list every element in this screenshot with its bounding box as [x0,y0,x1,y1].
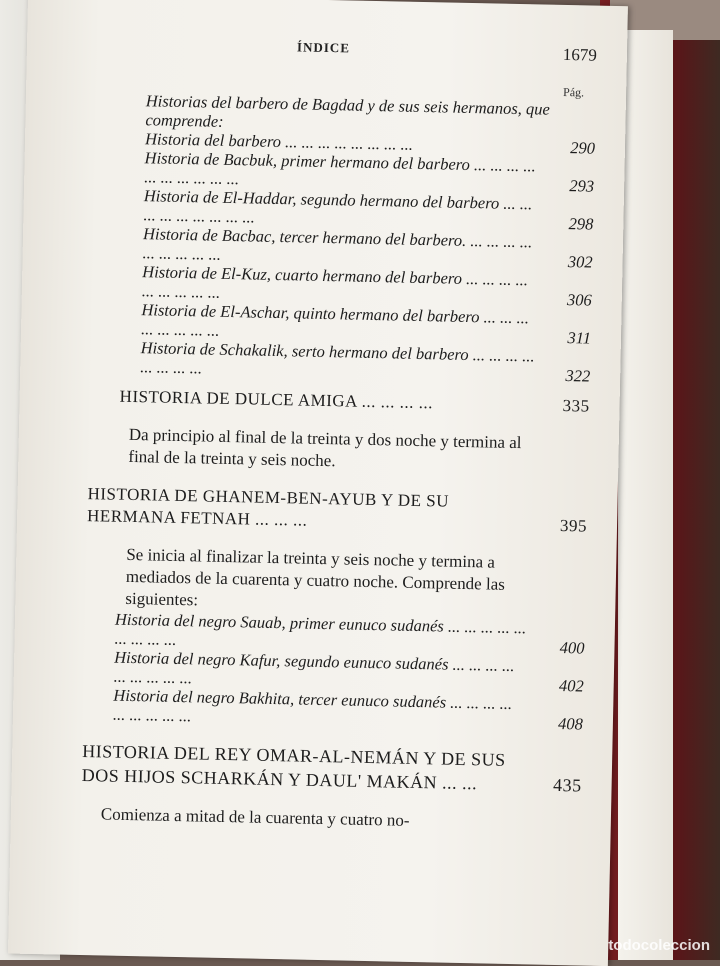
toc-subentry: Historia del barbero ... ... ... ... ... ... ... ... 290 [144,129,596,158]
toc-subentry: Historia de Schakalik, serto hermano del barbero ... ... ... ... ... ... ... ... 322 [140,338,591,386]
toc-subentry: Historia del negro Kafur, segundo eunuco sudanés ... ... ... ... ... ... ... ... ... 402 [113,647,584,696]
watermark: todocoleccion [608,937,710,954]
toc-entry-dulce-amiga: HISTORIA DE DULCE AMIGA ... ... ... ... 335 [119,386,590,416]
toc-entry-description: Comienza a mitad de la cuarenta y cuatro no- [100,804,410,830]
toc-entry-description: Se inicia al finalizar la treinta y seis noche y termina a mediados de la cuarenta y cuatro noche. Comprende las siguientes: [125,544,506,610]
toc-entry-ghanem: HISTORIA DE GHANEM-BEN-AYUB Y DE SU HERMANA FETNAH ... ... ... 395 [86,484,588,536]
toc-subentry: Historia de Bacbac, tercer hermano del barbero. ... ... ... ... ... ... ... ... ... 302 [142,224,593,272]
page-header [137,36,597,68]
header-page-number: 1679 [562,44,598,65]
toc-subentry: Historia de El-Kuz, cuarto hermano del barbero ... ... ... ... ... ... ... ... ... 306 [141,262,592,310]
table-of-contents [81,90,596,835]
toc-subentry: Historia de Bacbuk, primer hermano del barbero ... ... ... ... ... ... ... ... ... ... 293 [144,148,595,196]
book-page [8,0,628,966]
toc-subentry-intro: Historias del barbero de Bagdad y de sus seis hermanos, que comprende: [145,91,551,131]
toc-subentry: Historia de El-Aschar, quinto hermano del barbero ... ... ... ... ... ... ... ... 311 [140,300,592,348]
toc-entry-description: Da principio al final de la treinta y dos noche y termina al final de la treinta y seis noche. [128,424,522,471]
toc-subentry: Historia del negro Sauab, primer eunuco sudanés ... ... ... ... ... ... ... ... ... 400 [114,609,585,658]
pag-column-label: Pág. [562,84,585,100]
toc-entry-omar-al-neman: HISTORIA DEL REY OMAR-AL-NEMÁN Y DE SUS DOS HIJOS SCHARKÁN Y DAUL' MAKÁN ... ... 435 [81,741,582,796]
toc-subentry: Historia del negro Bakhita, tercer eunuco sudanés ... ... ... ... ... ... ... ... ... 408 [112,685,584,734]
header-title: ÍNDICE [296,39,351,56]
toc-subentry: Historia de El-Haddar, segundo hermano del barbero ... ... ... ... ... ... ... ... ... 298 [143,186,594,234]
underlying-page [618,30,673,960]
